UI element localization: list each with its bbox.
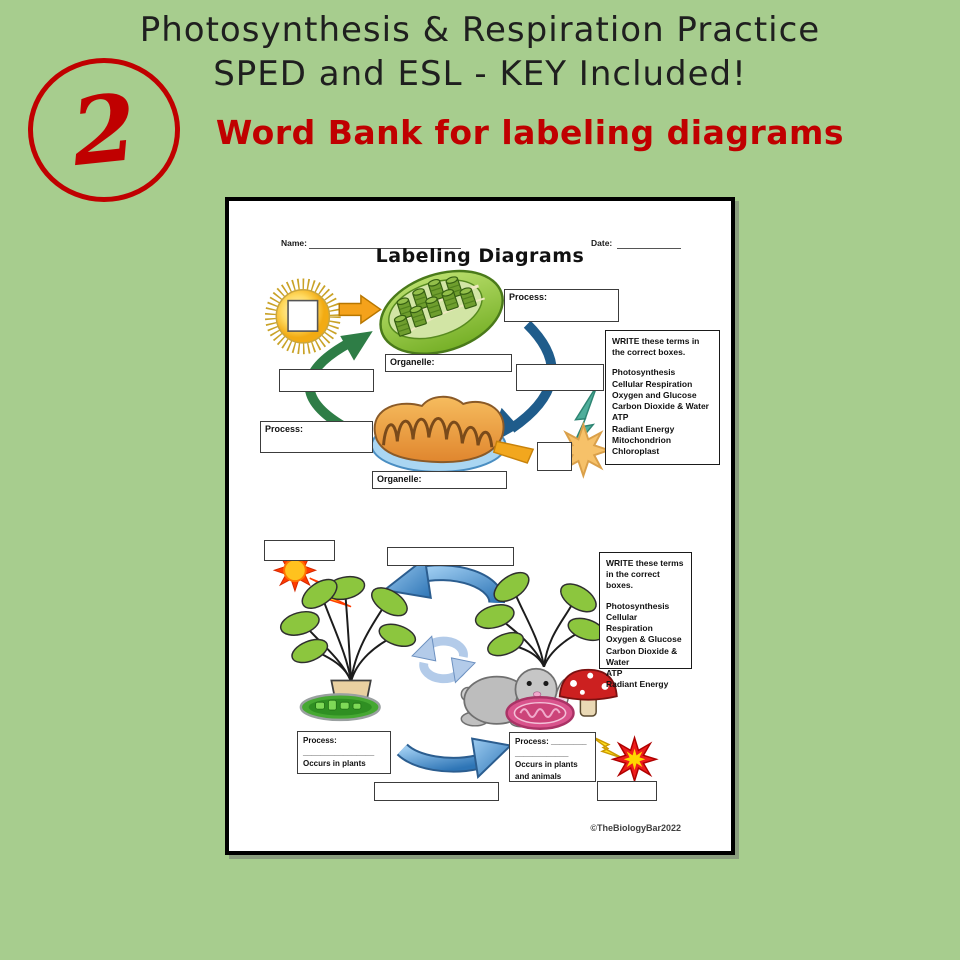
word-bank-term: ATP [606, 667, 623, 678]
worksheet-page [225, 197, 735, 855]
date-label: Date: [591, 238, 613, 248]
process-plants-line1: Process: [303, 736, 337, 745]
copyright-text: ©TheBiologyBar2022 [590, 823, 681, 833]
number-badge [28, 58, 180, 202]
process-plants-line3: Occurs in plants [303, 759, 366, 769]
red-starburst-icon [613, 738, 656, 781]
process-box-top-label: Process: [509, 292, 548, 302]
word-bank-term: ATP [612, 412, 629, 423]
word-bank-top-terms [612, 367, 713, 457]
word-bank-term: Mitochondrion [612, 434, 672, 445]
word-bank-top [605, 330, 720, 465]
organelle-box-top-label: Organelle: [390, 357, 435, 367]
chloroplast-icon [370, 256, 514, 368]
word-bank-bottom [599, 552, 692, 690]
organelle-box-bottom [372, 471, 507, 489]
organelle-box-top [385, 354, 512, 372]
word-bank-top-instruction1: WRITE these terms in [612, 336, 700, 346]
word-bank-term: Radiant Energy [606, 679, 669, 690]
blue-cycle-arrow-bottom-icon [402, 739, 510, 777]
word-bank-term: Chloroplast [612, 445, 660, 456]
process-box-plants [297, 731, 391, 774]
atp-beam-icon [494, 441, 533, 463]
word-bank-term: Photosynthesis [606, 600, 670, 611]
word-bank-bottom-instruction1: WRITE these terms [606, 558, 684, 568]
recycle-icon [412, 636, 475, 682]
process-box-left-label: Process: [265, 424, 304, 434]
empty-box-left [279, 369, 374, 392]
process-pa-line4: and animals [515, 771, 562, 781]
main-title-line1: Photosynthesis & Respiration Practice [139, 10, 821, 50]
mitochondrion-small-icon [507, 697, 574, 728]
main-title-line2: SPED and ESL - KEY Included! [213, 54, 747, 94]
organelle-box-bottom-label: Organelle: [377, 474, 422, 484]
word-bank-term: Cellular Respiration [612, 378, 693, 389]
word-bank-term: Photosynthesis [612, 367, 676, 378]
word-bank-top-instruction2: the correct boxes. [612, 347, 686, 358]
process-pa-line1: Process: ________ [515, 737, 587, 746]
process-box-plants-animals [509, 732, 596, 782]
word-bank-term: Carbon Dioxide & Water [606, 645, 678, 667]
empty-box-bottom-right [597, 781, 657, 801]
word-bank-bottom-terms [606, 601, 685, 691]
mitochondrion-icon [372, 397, 506, 472]
empty-box-small [537, 442, 572, 471]
process-box-left [260, 421, 373, 453]
process-pa-line2: ____________ [515, 748, 569, 758]
process-plants-line2: ________________ [303, 747, 375, 757]
empty-box-bottom-left [264, 540, 335, 561]
word-bank-term: Radiant Energy [612, 423, 675, 434]
word-bank-term: Oxygen & Glucose [606, 634, 682, 645]
word-bank-term: Oxygen and Glucose [612, 389, 697, 400]
word-bank-term: Cellular Respiration [606, 611, 653, 634]
worksheet-title: Labeling Diagrams [375, 245, 585, 267]
word-bank-term: Carbon Dioxide & Water [612, 401, 709, 412]
sun-icon [270, 284, 335, 349]
empty-box-bottom-center [374, 782, 499, 801]
badge-number: 2 [66, 72, 142, 188]
process-box-top [504, 289, 619, 322]
orange-arrow-icon [339, 296, 380, 324]
subtitle: Word Bank for labeling diagrams [215, 113, 845, 152]
potted-plant-icon [278, 573, 418, 720]
empty-box-right [516, 364, 604, 391]
name-label: Name: [281, 238, 307, 248]
process-pa-line3: Occurs in plants [515, 760, 578, 770]
word-bank-bottom-instruction2: in the correct boxes. [606, 569, 660, 591]
empty-box-bottom-wide [387, 547, 514, 566]
